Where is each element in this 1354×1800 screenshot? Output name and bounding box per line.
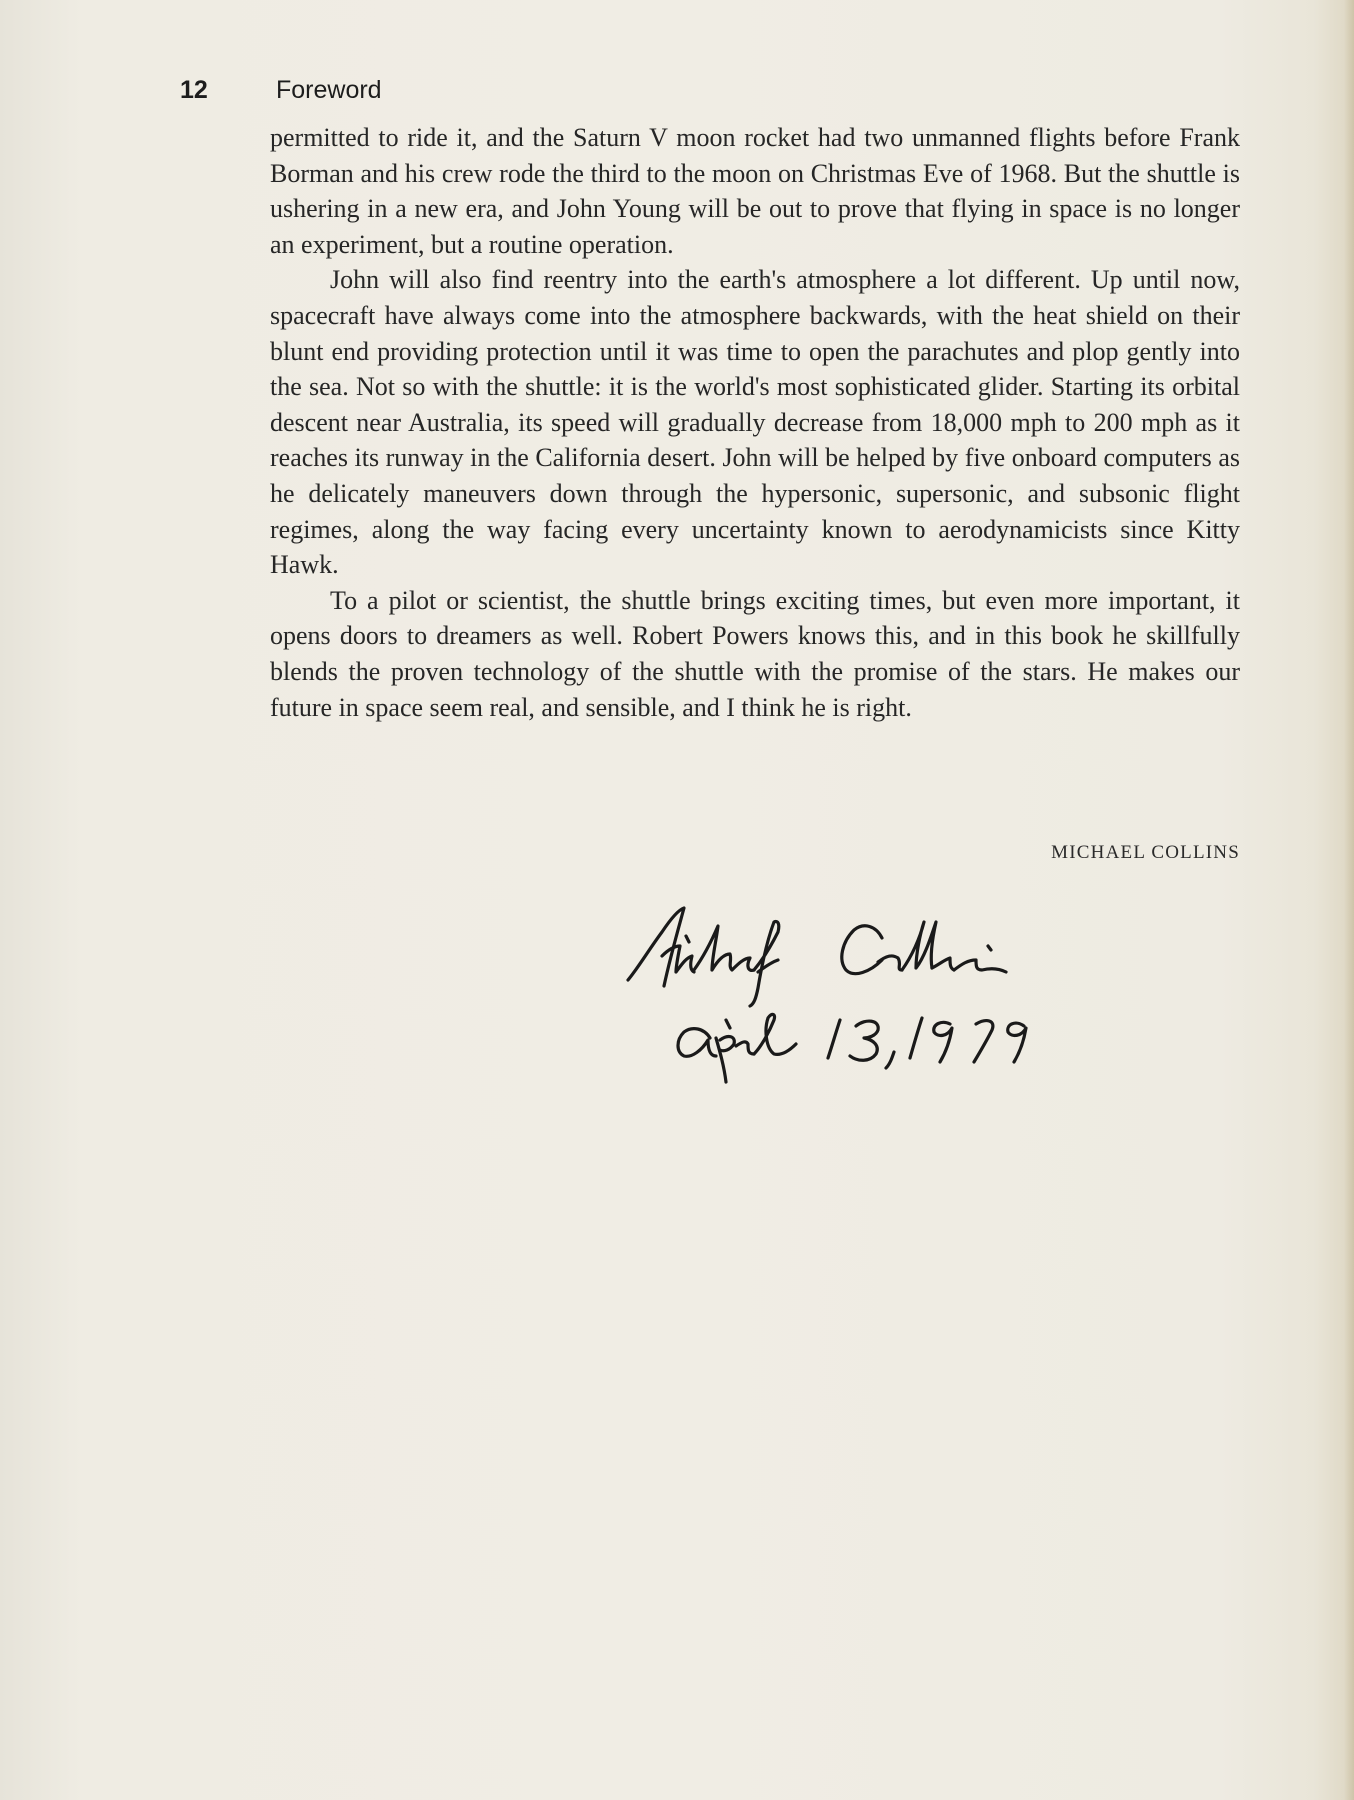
page-edge-shadow: [1344, 0, 1354, 1800]
running-head: [180, 76, 382, 105]
section-title: Foreword: [276, 76, 382, 104]
foreword-body: [270, 120, 1240, 725]
paragraph-1: permitted to ride it, and the Saturn V moon rocket had two unmanned flights before Frank Borman and his crew rode the third to the moon on Christmas Eve of 1968. But the shuttle is ushering in a new era, and John Young will be out to prove that flying in space is no longer an experiment, but a routine operation.: [270, 123, 1240, 259]
page-number: 12: [180, 76, 208, 104]
paragraph-3: To a pilot or scientist, the shuttle brings exciting times, but even more important, it opens doors to dreamers as well. Robert Powers knows this, and in this book he skillfully blends the proven technology of the shuttle with the promise of the stars. He makes our future in space seem real, and sensible, and I think he is right.: [270, 585, 1240, 722]
author-name: MICHAEL COLLINS: [1051, 842, 1240, 863]
handwritten-signature: [620, 860, 1140, 1090]
paragraph-2: John will also find reentry into the earth's atmosphere a lot different. Up until now, spacecraft have always come into the atmosphere backwards, with the heat shield on their blunt end providing protection until it was time to open the parachutes and plop gently into the sea. Not so with the shuttle: it is the world's most sophisticated glider. Starting its orbital descent near Australia, its speed will gradually decrease from 18,000 mph to 200 mph as it reaches its runway in the California desert. John will be helped by five onboard computers as he delicately maneuvers down through the hypersonic, supersonic, and subsonic flight regimes, along the way facing every uncertainty known to aerodynamicists since Kitty Hawk.: [270, 265, 1240, 580]
